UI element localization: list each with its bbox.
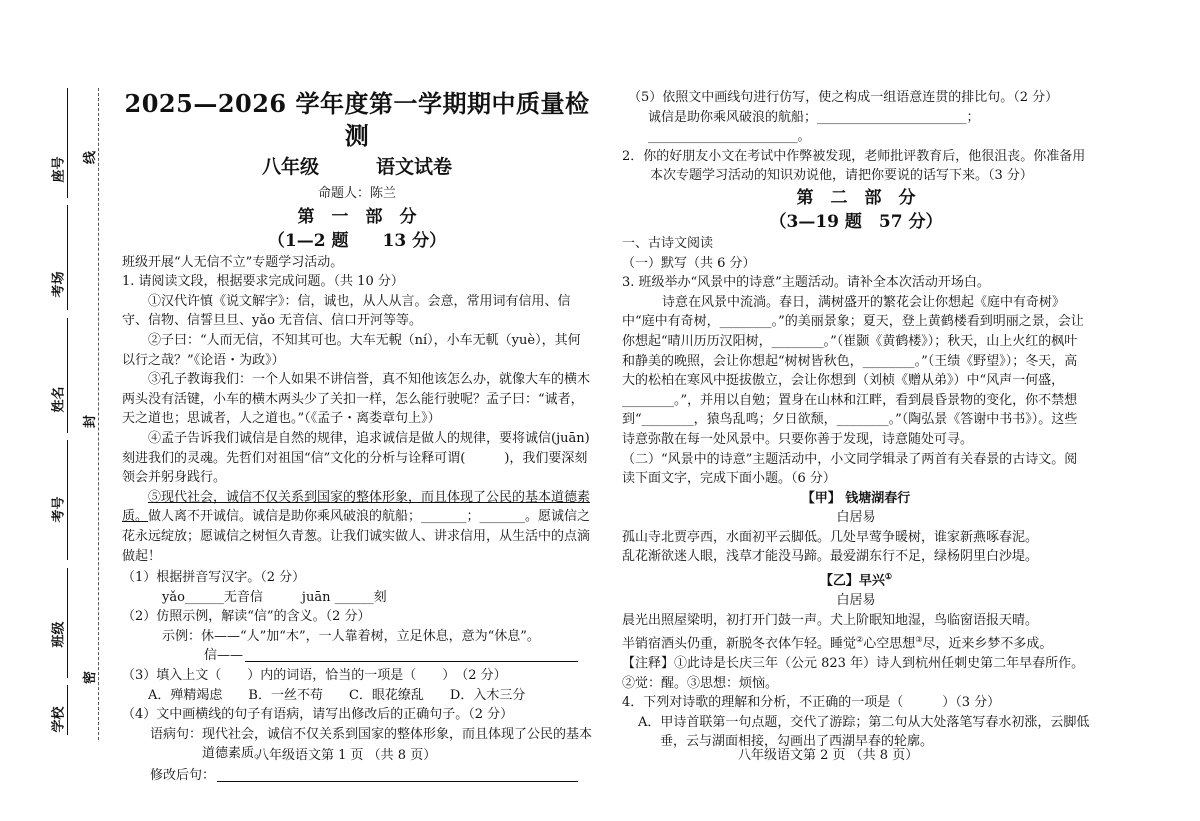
cut-mark-secret: 密 <box>83 670 99 685</box>
exam-room-label: 考场 <box>51 271 67 298</box>
exam-number-label: 考号 <box>51 496 67 523</box>
section-dictation: （一）默写（共 6 分） <box>622 255 756 271</box>
footnote-marker-2: ② <box>856 635 864 645</box>
answer-line[interactable] <box>245 646 578 662</box>
part-one-range: （1—2 题 13 分） <box>267 230 447 251</box>
option-d[interactable]: D．入木三分 <box>449 687 526 703</box>
exam-author: 命题人：陈兰 <box>317 186 396 201</box>
poem-1-title: 【甲】 钱塘湖春行 <box>801 490 911 506</box>
passage-paragraph-2: ②子曰：“人而无信，不知其可也。大车无輗（ní），小车无軏（yuè），其何以行之哉？”《论语・为政》） <box>122 332 581 368</box>
question-1: 1. 请阅读文段，根据要求完成问题。（共 10 分） <box>122 274 404 290</box>
exam-number-line <box>67 440 68 560</box>
poem-2-line-2-part-c: 尽，近来乡梦不多成。 <box>922 636 1053 652</box>
corrected-label: 修改后句： <box>150 768 216 784</box>
corrected-sentence-row[interactable] <box>122 766 592 786</box>
exam-room-line <box>67 205 68 310</box>
exam-title: 2025—2026 学年度第一学期期中质量检测 <box>124 89 590 150</box>
subquestion-1: （1）根据拼音写汉字。（2 分） <box>122 570 306 586</box>
subquestion-2-example: 示例：休——“人”加“木”，一人靠着树，立足休息，意为“休息”。 <box>162 628 540 644</box>
seat-number-label: 座号 <box>51 156 67 183</box>
subquestion-3: （3）填入上文（ ）内的词语，恰当的一项是（ ） （2 分） <box>122 668 507 684</box>
passage-paragraph-5 <box>122 488 592 566</box>
xin-label: 信—— <box>204 648 244 664</box>
exam-subtitle: 八年级 语文试卷 <box>261 156 452 178</box>
seat-number-line <box>67 88 68 198</box>
question-4: 4．下列对诗歌的理解和分析，不正确的一项是（ ）（3 分） <box>622 695 1001 711</box>
subquestion-3-options <box>122 686 592 706</box>
question-2: 2．你的好朋友小文在考试中作弊被发现，老师批评教育后，他很沮丧。你准备用本次专题学习活动的知识劝说他，请把你要说的话写下来。（3 分） <box>622 148 1086 184</box>
question-3: 3. 班级举办“风景中的诗意”主题活动。请补全本次活动开场白。 <box>622 275 990 291</box>
poem-1-author: 白居易 <box>836 510 876 526</box>
poem-2-title <box>622 567 1090 591</box>
subquestion-2: （2）仿照示例，解读“信”的含义。（2 分） <box>122 609 371 625</box>
paragraph-5-rest: 做人离不开诚信。诚信是助你乘风破浪的航船；_______；_______。愿诚信之花永远绽放；愿诚信之树恒久青葱。让我们诚实做人、讲求信用，从生活中的点滴做起！ <box>122 509 591 564</box>
passage-paragraph-4: ④孟子告诉我们诚信是自然的规律，追求诚信是做人的规律，要将诚信(juān)刻进我们的灵魂。先哲们对祖国“信”文化的分析与诠释可谓( )，我们要深刻领会并躬身践行。 <box>122 430 590 486</box>
name-line <box>67 318 68 433</box>
annotation-2: ②觉：醒。③思想：烦恼。 <box>622 675 779 691</box>
subquestion-5-blanks[interactable]: 诚信是助你乘风破浪的航船；_______________________；_______________________。 <box>648 109 980 145</box>
subquestion-4: （4）文中画横线的句子有语病，请写出修改后的正确句子。（2 分） <box>122 707 514 723</box>
class-line <box>67 568 68 678</box>
passage-paragraph-3: ③孔子教诲我们：一个人如果不讲信誉，真不知他该怎么办，就像大车的横木两头没有活键，小车的横木两头少了关扣一样，怎么能行驶呢？孟子曰：“诚者，天之道也；思诚者，人之道也。”（《孟子・离娄章句上》） <box>122 372 591 427</box>
poem-2-author: 白居易 <box>836 592 876 608</box>
footnote-marker-3: ③ <box>915 635 923 645</box>
subquestion-2-answer[interactable] <box>122 646 592 666</box>
subquestion-5: （5）依照文中画线句进行仿写，使之构成一组语意连贯的排比句。（2 分） <box>628 90 1059 105</box>
cut-mark-line: 线 <box>83 150 99 165</box>
left-page <box>122 88 592 786</box>
school-line <box>67 685 68 735</box>
activity-intro: 班级开展“人无信不立”专题学习活动。 <box>122 254 344 270</box>
footnote-marker-1: ① <box>884 571 893 582</box>
corrected-answer-line[interactable] <box>217 766 578 782</box>
part-two-title: 第 二 部 分 <box>796 187 916 208</box>
question-3-text[interactable]: 诗意在风景中流淌。春日，满树盛开的繁花会让你想起《庭中有奇树》中“庭中有奇树，________。”的美丽景象；夏天，登上黄鹤楼看到明丽之景，会让你想起“晴川历历汉阳树，________。”（崔颢《黄鹤楼》）；秋天，山上火红的枫叶和静美的晚照，会让你想起“树树皆秋色，________。”（王绩《野望》）；冬天，高大的松柏在寒风中挺拔傲立，会让你想到（刘桢《赠从弟》）中“风声一何盛，________。”，并用以自勉；置身在山林和江畔，看到晨昏景物的变化，你不禁想到“________，猿鸟乱鸣；夕日欲颓，________。”（陶弘景《答谢中书书》）。这些诗意弥散在每一处风景中。只要你善于发现，诗意随处可寻。 <box>622 294 1084 447</box>
poem-2-line-2 <box>622 630 1090 654</box>
section-poem-reading: （二）“风景中的诗意”主题活动中，小文同学辑录了两首有关春景的古诗文。阅读下面文字，完成下面小题。（6 分） <box>622 451 1078 487</box>
class-label: 班级 <box>51 621 67 648</box>
poem-2-line-1: 晨光出照屋梁明，初打开门鼓一声。犬上阶眠知地湿，鸟临窗语报天晴。 <box>622 612 1039 628</box>
question-4-option-a[interactable]: A．甲诗首联第一句点题，交代了游踪；第二句从大处落笔写春水初涨，云脚低垂，云与湖面相接，勾画出了西湖早春的轮廓。 <box>638 714 1090 750</box>
part-one-title: 第 一 部 分 <box>297 206 417 227</box>
option-b[interactable]: B．一丝不苟 <box>248 687 323 703</box>
annotation-1: 【注释】①此诗是长庆三年（公元 823 年）诗人到杭州任刺史第二年早春所作。 <box>622 656 1085 672</box>
school-label: 学校 <box>51 706 67 733</box>
passage-paragraph-1: ①汉代许慎《说文解字》：信，诚也，从人从言。会意，常用词有信用、信守、信物、信誓旦旦、yǎo 无音信、信口开河等等。 <box>122 293 571 329</box>
cut-mark-seal: 封 <box>83 414 99 429</box>
part-two-range: （3—19 题 57 分） <box>769 211 943 232</box>
binding-dashed-line <box>98 88 99 740</box>
poem-1-line-2: 乱花渐欲迷人眼，浅草才能没马蹄。最爱湖东行不足，绿杨阴里白沙堤。 <box>622 549 1039 565</box>
right-page <box>622 88 1090 752</box>
sick-sentence: 语病句：现代社会，诚信不仅关系到国家的整体形象，而且体现了公民的基本道德素质。 <box>150 726 593 762</box>
name-label: 姓名 <box>51 386 67 413</box>
poem-1-line-1: 孤山寺北贾亭西，水面初平云脚低。几处早莺争暖树，谁家新燕啄春泥。 <box>622 529 1039 545</box>
section-ancient-poetry: 一、古诗文阅读 <box>622 235 714 251</box>
underlined-sentence: ⑤现代社会，诚信不仅关系到国家的整体形象，而且体现了公民的基本道德素质。 <box>122 489 591 525</box>
option-c[interactable]: C．眼花缭乱 <box>348 687 424 703</box>
subquestion-1-blanks[interactable]: yǎo______无音信 juān ______刻 <box>162 589 387 605</box>
page-1-footer: 八年级语文第 1 页 （共 8 页） <box>256 748 437 763</box>
option-a[interactable]: A．殚精竭虑 <box>148 687 223 703</box>
poem-2-line-2-part-a: 半销宿酒头仍重，新脱冬衣体乍轻。睡觉 <box>622 636 857 652</box>
poem-2-title-text: 【乙】早兴 <box>819 573 885 589</box>
page-2-footer: 八年级语文第 2 页 （共 8 页） <box>738 748 919 763</box>
poem-2-line-2-part-b: 心空思想 <box>863 636 916 652</box>
